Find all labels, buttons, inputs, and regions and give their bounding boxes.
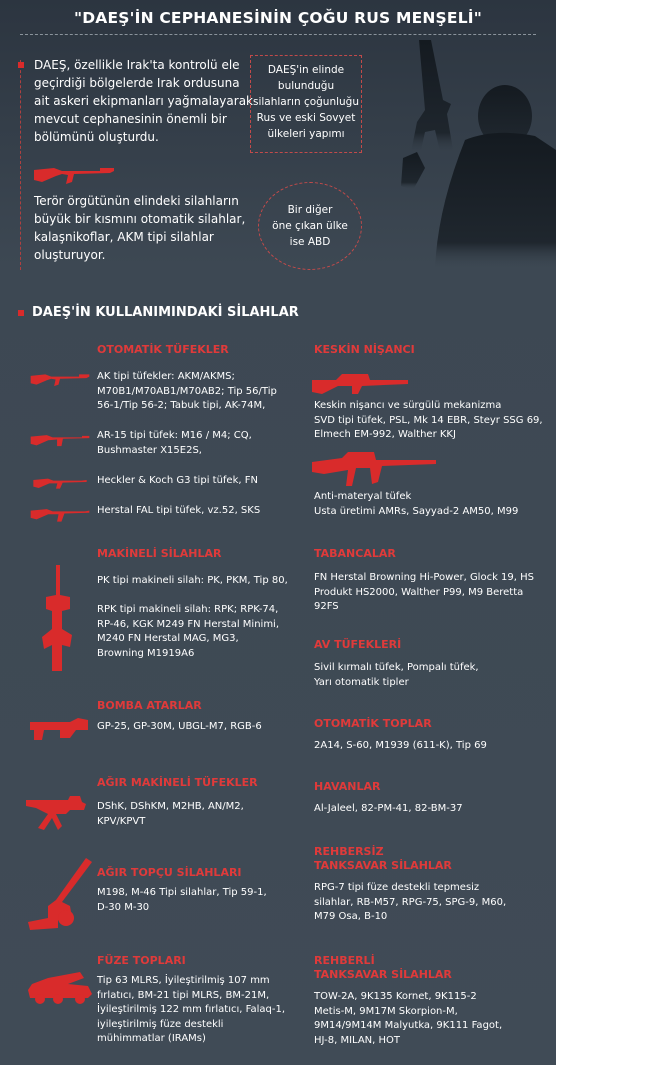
agir-topcu-text: M198, M-46 Tipi silahlar, Tip 59-1, D-30 M-30 xyxy=(97,887,267,913)
rehberli-text: TOW-2A, 9K135 Kornet, 9K115-2 Metis-M, 9M17M Skorpion-M, 9M14/9M14M Malyutka, 9K111 Fagot, HJ-8, MILAN, HOT xyxy=(314,991,503,1046)
keskin-item-2: Anti-materyal tüfek Usta üretimi AMRs, Sayyad-2 AM50, M99 xyxy=(314,491,519,517)
rifle-icon xyxy=(28,504,92,526)
intro-divider xyxy=(20,60,21,270)
usa-circle-note: Bir diğer öne çıkan ülke ise ABD xyxy=(258,182,362,270)
cat-title-havanlar: HAVANLAR xyxy=(314,780,381,793)
makineli-item-1: PK tipi makineli silah: PK, PKM, Tip 80, xyxy=(97,575,288,586)
rocket-launcher-truck-icon xyxy=(28,972,92,1004)
section-title: DAEŞ'İN KULLANIMINDAKİ SİLAHLAR xyxy=(32,305,299,320)
fuze-text: Tip 63 MLRS, İyileştirilmiş 107 mm fırlatıcı, BM-21 tipi MLRS, BM-21M, İyileştirilmiş 122 mm fırlatıcı, Falaq-1, iyileştirilmiş füze destekli mühimmatlar (IRAMs) xyxy=(97,975,286,1044)
title-divider xyxy=(20,34,536,35)
sniper-rifle-icon xyxy=(312,370,408,398)
bomba-text: GP-25, GP-30M, UBGL-M7, RGB-6 xyxy=(97,721,262,732)
otomatik-item-4: Herstal FAL tipi tüfek, vz.52, SKS xyxy=(97,505,261,516)
cat-title-av: AV TÜFEKLERİ xyxy=(314,638,402,651)
grenade-launcher-icon xyxy=(30,716,88,742)
intro-bullet xyxy=(18,62,24,68)
anti-materiel-rifle-icon xyxy=(312,452,436,488)
av-text: Sivil kırmalı tüfek, Pompalı tüfek, Yarı otomatik tipler xyxy=(314,662,479,688)
cat-title-toplar: OTOMATİK TOPLAR xyxy=(314,717,432,730)
page-title: "DAEŞ'İN CEPHANESİNİN ÇOĞU RUS MENŞELİ" xyxy=(73,9,483,27)
cat-title-otomatik: OTOMATİK TÜFEKLER xyxy=(97,343,229,356)
cat-title-fuze: FÜZE TOPLARI xyxy=(97,954,186,967)
rifle-icon xyxy=(28,430,92,452)
cat-title-bomba: BOMBA ATARLAR xyxy=(97,699,202,712)
toplar-text: 2A14, S-60, M1939 (611-K), Tip 69 xyxy=(314,740,487,751)
rifle-icon xyxy=(28,474,92,494)
heavy-machine-gun-icon xyxy=(26,796,86,832)
cat-title-rehberli: REHBERLİ TANKSAVAR SİLAHLAR xyxy=(314,954,452,981)
cat-title-rehbersiz: REHBERSİZ TANKSAVAR SİLAHLAR xyxy=(314,845,452,872)
section-bullet xyxy=(18,310,24,316)
havanlar-text: Al-Jaleel, 82-PM-41, 82-BM-37 xyxy=(314,803,463,814)
cat-title-agir-topcu: AĞIR TOPÇU SİLAHLARI xyxy=(97,866,242,879)
second-text: Terör örgütünün elindeki silahların büyük bir kısmını otomatik silahlar, kalaşnikoflar, AKM tipi silahlar oluşturuyor. xyxy=(34,194,246,262)
rifle-icon xyxy=(34,162,114,192)
otomatik-item-3: Heckler & Koch G3 tipi tüfek, FN xyxy=(97,475,258,486)
otomatik-item-2: AR-15 tipi tüfek: M16 / M4; CQ, Bushmaster X15E2S, xyxy=(97,430,252,456)
makineli-item-2: RPK tipi makineli silah: RPK; RPK-74, RP-46, KGK M249 FN Herstal Minimi, M240 FN Herstal MAG, MG3, Browning M1919A6 xyxy=(97,604,280,659)
machine-gun-icon xyxy=(40,565,80,671)
russian-origin-callout: DAEŞ'in elinde bulunduğu silahların çoğunluğu Rus ve eski Sovyet ülkeleri yapımı xyxy=(250,55,362,153)
fighter-silhouette xyxy=(395,40,556,270)
cat-title-keskin: KESKİN NİŞANCI xyxy=(314,343,415,356)
agir-makineli-text: DShK, DShKM, M2HB, AN/M2, KPV/KPVT xyxy=(97,801,244,827)
rehbersiz-text: RPG-7 tipi füze destekli tepmesiz silahlar, RB-M57, RPG-75, SPG-9, M60, M79 Osa, B-10 xyxy=(314,882,507,922)
cat-title-makineli: MAKİNELİ SİLAHLAR xyxy=(97,547,222,560)
otomatik-item-1: AK tipi tüfekler: AKM/AKMS; M70B1/M70AB1/M70AB2; Tip 56/Tip 56-1/Tip 56-2; Tabuk tipi, AK-74M, xyxy=(97,371,277,411)
howitzer-icon xyxy=(28,858,92,932)
cat-title-agir-makineli: AĞIR MAKİNELİ TÜFEKLER xyxy=(97,776,258,789)
tabancalar-text: FN Herstal Browning Hi-Power, Glock 19, HS Produkt HS2000, Walther P99, M9 Beretta 92FS xyxy=(314,572,534,612)
rifle-icon xyxy=(28,370,92,392)
keskin-item-1: Keskin nişancı ve sürgülü mekanizma SVD tipi tüfek, PSL, Mk 14 EBR, Steyr SSG 69, Elmech EM-992, Walther KKJ xyxy=(314,400,543,440)
intro-text: DAEŞ, özellikle Irak'ta kontrolü ele geçirdiği bölgelerde Irak ordusuna ait askeri ekipmanları yağmalayarak mevcut cephanesinin önemli bir bölümünü oluşturdu. xyxy=(34,58,253,144)
cat-title-tabancalar: TABANCALAR xyxy=(314,547,396,560)
